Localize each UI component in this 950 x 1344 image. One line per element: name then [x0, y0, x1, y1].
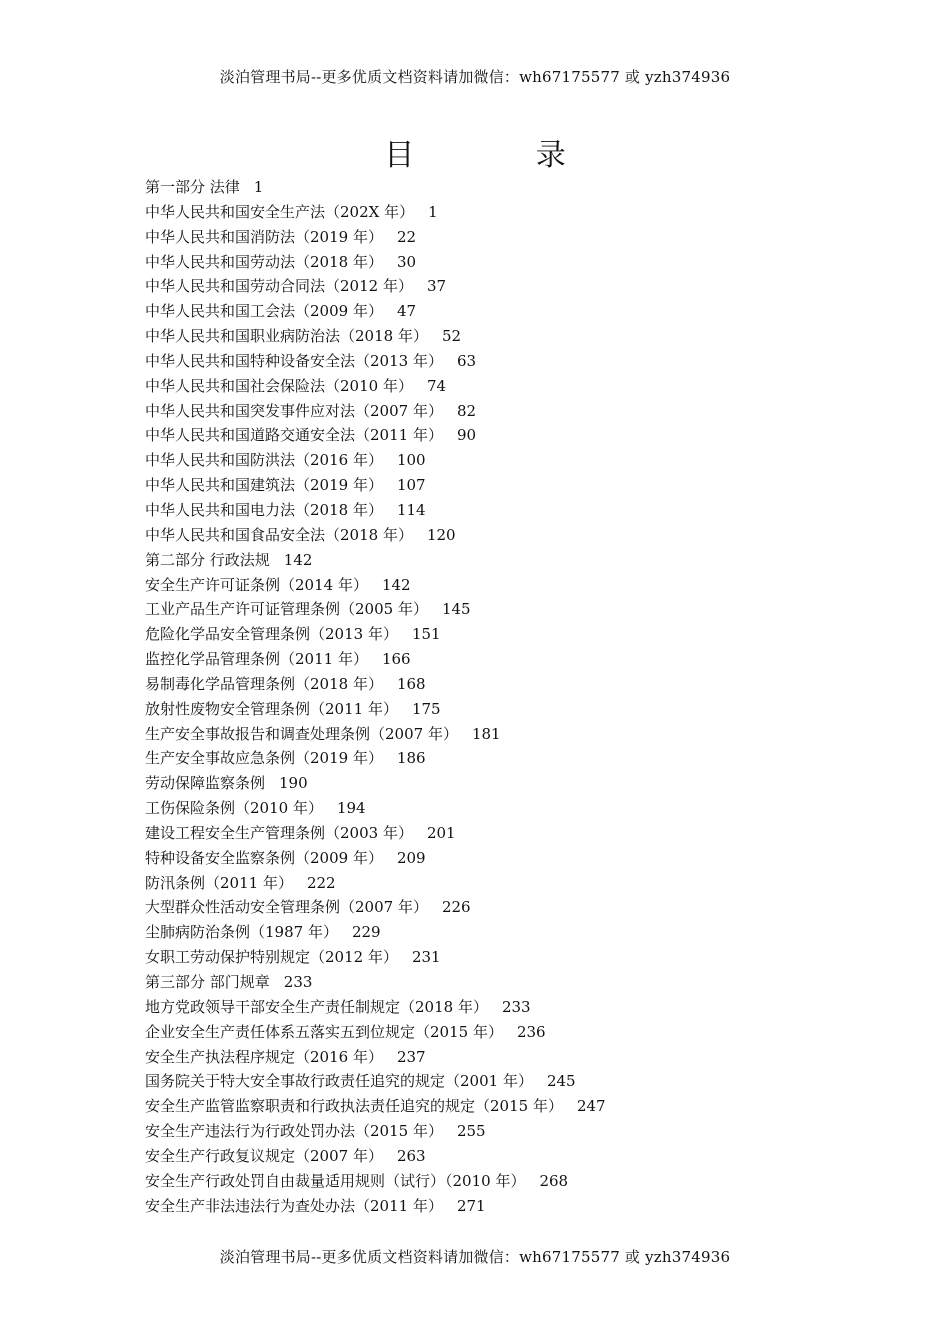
toc-entry-title: 第二部分 行政法规	[145, 550, 270, 569]
toc-entry[interactable]	[145, 1094, 865, 1119]
toc-entry-page: 1	[253, 178, 264, 196]
toc-entry[interactable]	[145, 448, 865, 473]
toc-entry-title: 第三部分 部门规章	[145, 973, 270, 991]
toc-entry-title: 中华人民共和国消防法（2019 年）	[145, 227, 383, 246]
toc-entry[interactable]	[145, 548, 865, 573]
toc-entry-page: 30	[396, 252, 417, 271]
toc-entry-page: 233	[501, 997, 531, 1016]
toc-entry-page: 268	[539, 1171, 569, 1190]
toc-entry-title: 中华人民共和国防洪法（2016 年）	[145, 451, 383, 470]
toc-entry[interactable]	[145, 399, 865, 424]
toc-entry-title: 尘肺病防治条例（1987 年）	[145, 923, 338, 942]
toc-entry[interactable]	[145, 1045, 865, 1070]
toc-entry-page: 271	[456, 1196, 486, 1215]
toc-entry-title: 第一部分 法律	[145, 178, 240, 196]
toc-entry-title: 安全生产监管监察职责和行政执法责任追究的规定（2015 年）	[145, 1097, 563, 1116]
toc-entry[interactable]	[145, 821, 865, 846]
toc-entry-page: 82	[456, 401, 477, 420]
toc-entry-title: 劳动保障监察条例	[145, 774, 266, 793]
toc-entry-page: 186	[396, 749, 426, 768]
toc-entry-title: 中华人民共和国建筑法（2019 年）	[145, 476, 383, 495]
toc-entry-title: 中华人民共和国食品安全法（2018 年）	[145, 525, 413, 544]
table-of-contents	[145, 175, 865, 1218]
toc-entry-title: 工业产品生产许可证管理条例（2005 年）	[145, 600, 428, 619]
page-footer: 淡泊管理书局--更多优质文档资料请加微信：wh67175577 或 yzh374936	[219, 1248, 731, 1266]
toc-entry-title: 大型群众性活动安全管理条例（2007 年）	[145, 898, 428, 917]
toc-entry-page: 107	[396, 476, 426, 495]
toc-entry-page: 190	[279, 774, 308, 793]
toc-entry-title: 中华人民共和国道路交通安全法（2011 年）	[145, 426, 443, 445]
toc-entry-page: 47	[396, 302, 417, 321]
toc-entry[interactable]	[145, 846, 865, 871]
toc-entry[interactable]	[145, 349, 865, 374]
toc-entry-page: 247	[576, 1097, 606, 1116]
toc-entry-title: 安全生产非法违法行为查处办法（2011 年）	[145, 1196, 443, 1215]
toc-entry[interactable]	[145, 523, 865, 548]
toc-entry-page: 100	[396, 451, 426, 470]
toc-entry-title: 女职工劳动保护特别规定（2012 年）	[145, 948, 398, 967]
toc-entry-title: 企业安全生产责任体系五落实五到位规定（2015 年）	[145, 1022, 503, 1041]
toc-entry[interactable]	[145, 746, 865, 771]
toc-entry[interactable]	[145, 920, 865, 945]
toc-entry[interactable]	[145, 995, 865, 1020]
toc-entry-page: 63	[456, 351, 477, 370]
toc-entry-title: 安全生产违法行为行政处罚办法（2015 年）	[145, 1122, 443, 1141]
toc-entry-page: 222	[306, 873, 336, 892]
toc-entry[interactable]	[145, 622, 865, 647]
toc-entry-page: 1	[428, 202, 438, 221]
toc-entry-title: 生产安全事故报告和调查处理条例（2007 年）	[145, 724, 458, 743]
toc-entry-page: 201	[426, 823, 456, 842]
toc-entry-page: 263	[396, 1146, 426, 1165]
toc-entry[interactable]	[145, 498, 865, 523]
toc-entry-page: 194	[336, 799, 366, 818]
toc-entry-title: 放射性废物安全管理条例（2011 年）	[145, 699, 398, 718]
toc-entry-page: 175	[411, 699, 441, 718]
toc-entry-title: 中华人民共和国劳动法（2018 年）	[145, 252, 383, 271]
toc-entry-page: 22	[396, 227, 417, 246]
toc-entry[interactable]	[145, 299, 865, 324]
toc-entry[interactable]	[145, 1144, 865, 1169]
toc-entry[interactable]	[145, 1020, 865, 1045]
toc-entry-page: 142	[283, 550, 313, 569]
toc-entry-page: 74	[426, 376, 447, 395]
toc-entry[interactable]	[145, 1169, 865, 1194]
toc-entry-title: 建设工程安全生产管理条例（2003 年）	[145, 823, 413, 842]
toc-entry[interactable]	[145, 324, 865, 349]
toc-entry[interactable]	[145, 573, 865, 598]
toc-entry[interactable]	[145, 1069, 865, 1094]
toc-entry-page: 168	[396, 674, 426, 693]
toc-entry-title: 危险化学品安全管理条例（2013 年）	[145, 625, 398, 644]
toc-entry[interactable]	[145, 945, 865, 970]
toc-entry[interactable]	[145, 473, 865, 498]
toc-entry[interactable]	[145, 672, 865, 697]
toc-entry-page: 229	[351, 923, 381, 942]
toc-entry-title: 中华人民共和国劳动合同法（2012 年）	[145, 277, 413, 296]
toc-entry-title: 中华人民共和国工会法（2009 年）	[145, 302, 383, 321]
toc-entry-title: 中华人民共和国安全生产法（202X 年）	[145, 202, 415, 221]
toc-entry-title: 中华人民共和国社会保险法（2010 年）	[145, 376, 413, 395]
toc-entry[interactable]	[145, 200, 865, 225]
toc-entry-title: 安全生产行政处罚自由裁量适用规则（试行）（2010 年）	[145, 1171, 526, 1190]
toc-entry-title: 生产安全事故应急条例（2019 年）	[145, 749, 383, 768]
toc-entry-page: 245	[546, 1072, 576, 1091]
toc-entry[interactable]	[145, 1194, 865, 1219]
toc-entry-title: 中华人民共和国电力法（2018 年）	[145, 500, 383, 519]
toc-entry-title: 中华人民共和国突发事件应对法（2007 年）	[145, 401, 443, 420]
toc-entry-page: 120	[426, 525, 456, 544]
toc-entry-title: 工伤保险条例（2010 年）	[145, 799, 323, 818]
toc-entry[interactable]	[145, 597, 865, 622]
toc-entry-page: 90	[456, 426, 477, 445]
toc-entry-title: 安全生产执法程序规定（2016 年）	[145, 1047, 383, 1066]
toc-entry-title: 中华人民共和国职业病防治法（2018 年）	[145, 327, 428, 346]
toc-entry-title: 地方党政领导干部安全生产责任制规定（2018 年）	[145, 997, 488, 1016]
toc-entry-page: 231	[411, 948, 441, 967]
toc-entry-title: 安全生产许可证条例（2014 年）	[145, 575, 368, 594]
toc-entry-page: 181	[471, 724, 501, 743]
toc-entry[interactable]	[145, 175, 865, 200]
toc-entry[interactable]	[145, 970, 865, 995]
toc-entry[interactable]	[145, 895, 865, 920]
toc-entry-title: 易制毒化学品管理条例（2018 年）	[145, 674, 383, 693]
toc-entry[interactable]	[145, 423, 865, 448]
toc-entry-page: 142	[381, 575, 411, 594]
toc-entry-page: 209	[396, 848, 426, 867]
toc-entry[interactable]	[145, 647, 865, 672]
toc-entry-page: 226	[441, 898, 471, 917]
toc-entry[interactable]	[145, 250, 865, 275]
toc-entry-page: 37	[426, 277, 447, 296]
toc-entry-title: 特种设备安全监察条例（2009 年）	[145, 848, 383, 867]
toc-entry[interactable]	[145, 697, 865, 722]
toc-entry[interactable]	[145, 374, 865, 399]
toc-entry-page: 52	[441, 327, 462, 346]
toc-entry[interactable]	[145, 1119, 865, 1144]
toc-entry-page: 236	[516, 1022, 546, 1041]
toc-entry-title: 中华人民共和国特种设备安全法（2013 年）	[145, 351, 443, 370]
page-header: 淡泊管理书局--更多优质文档资料请加微信：wh67175577 或 yzh374936	[219, 68, 731, 86]
toc-entry-page: 145	[441, 600, 471, 619]
toc-entry[interactable]	[145, 771, 865, 796]
toc-entry-page: 114	[396, 500, 426, 519]
toc-entry-title: 国务院关于特大安全事故行政责任追究的规定（2001 年）	[145, 1072, 533, 1091]
toc-entry-page: 166	[381, 650, 411, 669]
toc-entry-page: 233	[283, 973, 313, 991]
toc-entry[interactable]	[145, 225, 865, 250]
toc-entry-page: 237	[396, 1047, 426, 1066]
toc-entry-title: 防汛条例（2011 年）	[145, 873, 293, 892]
page-title: 目 录	[384, 138, 622, 173]
toc-entry-title: 监控化学品管理条例（2011 年）	[145, 650, 368, 669]
toc-entry-page: 255	[456, 1122, 486, 1141]
toc-entry[interactable]	[145, 274, 865, 299]
toc-entry[interactable]	[145, 722, 865, 747]
toc-entry[interactable]	[145, 871, 865, 896]
toc-entry-title: 安全生产行政复议规定（2007 年）	[145, 1146, 383, 1165]
toc-entry[interactable]	[145, 796, 865, 821]
toc-entry-page: 151	[411, 625, 441, 644]
